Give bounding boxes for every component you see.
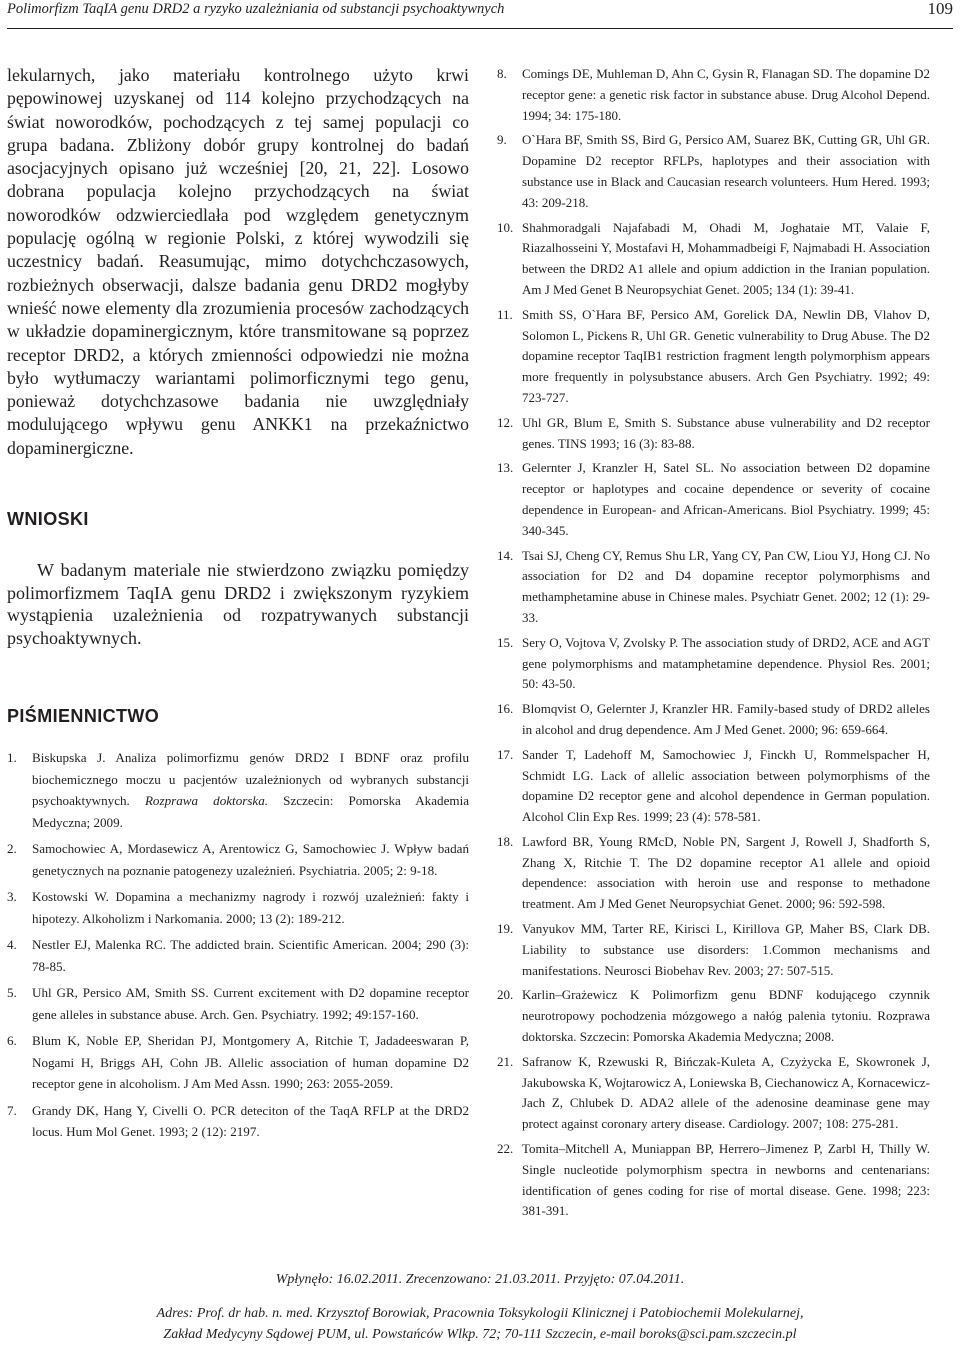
reference-text: Nestler EJ, Malenka RC. The addicted brain. Scientific American. 2004; 290 (3): 78-85. — [32, 937, 469, 974]
reference-number: 19. — [497, 921, 514, 937]
reference-number: 6. — [7, 1033, 17, 1049]
reference-number: 12. — [497, 414, 514, 430]
reference-text: Karlin–Grażewicz K Polimorfizm genu BDNF kodującego czynnik neurotropowy pochodzenia mózgowego a nałóg palenia tytoniu. Rozprawa doktorska. Szczecin: Pomorska Akademia Medyczna; 2008. — [522, 987, 930, 1045]
reference-number: 13. — [497, 460, 514, 476]
reference-text: Blomqvist O, Gelernter J, Kranzler HR. Family-based study of DRD2 alleles in alcohol and drug dependence. Am J Med Genet. 2000; 96: 659-664. — [522, 701, 930, 737]
reference-item — [497, 305, 930, 409]
address-line: Zakład Medycyny Sądowej PUM, ul. Powstańców Wlkp. 72; 70-111 Szczecin, e-mail boroks@sci.pam.szczecin.pl — [163, 1327, 797, 1342]
reference-item — [7, 886, 469, 929]
reference-number: 16. — [497, 701, 514, 717]
reference-text: Samochowiec A, Mordasewicz A, Arentowicz G, Samochowiec J. Wpływ badań genetycznych na poznanie patogenezy uzależnień. Psychiatria. 2005; 2: 9-18. — [32, 841, 469, 878]
reference-text: Blum K, Noble EP, Sheridan PJ, Montgomery A, Ritchie T, Jadadeeswaran P, Nogami H, Briggs AH, Cohn JB. Allelic association of human dopamine D2 receptor gene in alcoholism. J Am Med Assn. 1990; 263: 2055-2059. — [32, 1033, 469, 1092]
running-head: Polimorfizm TaqIA genu DRD2 a ryzyko uzależniania od substancji psychoaktywnych — [7, 1, 505, 17]
reference-item — [7, 1030, 469, 1095]
reference-number: 7. — [7, 1102, 17, 1118]
reference-text: Safranow K, Rzewuski R, Bińczak-Kuleta A, Czyżycka E, Skowronek J, Jakubowska K, Wojtarowicz A, Loniewska B, Ciechanowicz A, Kornacewicz-Jach Z, Chlubek D. ADA2 allele of the adenosine deaminase gene may protect against coronary artery disease. Cardiology. 2007; 108: 275-281. — [522, 1053, 930, 1132]
reference-number: 20. — [497, 987, 514, 1003]
reference-number: 3. — [7, 889, 17, 905]
reference-text: Lawford BR, Young RMcD, Noble PN, Sargent J, Rowell J, Shadforth S, Zhang X, Ritchie T. The D2 dopamine receptor A1 allele and opioid dependence: association with heroin use and response to methadone treatment. Am J Med Genet Neuropsychiat Genet. 2000; 96: 592-598. — [522, 833, 930, 912]
reference-text: Smith SS, O`Hara BF, Persico AM, Gorelick DA, Newlin DB, Vlahov D, Solomon L, Pickens R, Uhl GR. Genetic vulnerability to Drug Abuse. The D2 dopamine receptor TaqIB1 restriction fragment length polymorphism appears more frequently in polysubstance abusers. Arch Gen Psychiatry. 1992; 49: 723-727. — [522, 306, 930, 405]
reference-item — [497, 699, 930, 741]
reference-item — [497, 985, 930, 1047]
reference-item — [7, 934, 469, 977]
reference-item — [497, 633, 930, 695]
reference-text: Sander T, Ladehoff M, Samochowiec J, Finckh U, Rommelspacher H, Schmidt LG. Lack of allelic association between polymorphisms of the dopamine D2 receptor gene and alcohol dependence in German population. Alcohol Clin Exp Res. 1999; 23 (4): 578-581. — [522, 746, 930, 825]
reference-list-left — [7, 747, 469, 1143]
reference-item — [7, 747, 469, 833]
author-address — [0, 1303, 960, 1345]
reference-text: Vanyukov MM, Tarter RE, Kirisci L, Kirillova GP, Maher BS, Clark DB. Liability to substance use disorders: 1.Common mechanisms and manifestations. Neurosci Biobehav Rev. 2003; 27: 507-515. — [522, 921, 930, 978]
conclusions-heading: WNIOSKI — [7, 509, 89, 530]
reference-number: 5. — [7, 985, 17, 1001]
reference-item — [497, 218, 930, 301]
reference-number: 14. — [497, 547, 514, 563]
reference-text: Uhl GR, Persico AM, Smith SS. Current excitement with D2 dopamine receptor gene alleles in substance abuse. Arch. Gen. Psychiatry. 1992; 49:157-160. — [32, 985, 469, 1022]
reference-number: 2. — [7, 841, 17, 857]
reference-text: Tomita–Mitchell A, Muniappan BP, Herrero–Jimenez P, Zarbl H, Thilly W. Single nucleotide polymorphism spectra in newborns and centenarians: identification of genes coding for rise of mortal disease. Gene. 1998; 223: 381-391. — [522, 1141, 930, 1219]
reference-number: 4. — [7, 937, 17, 953]
reference-item — [497, 919, 930, 981]
page-number: 109 — [927, 0, 953, 18]
reference-number: 15. — [497, 634, 514, 650]
reference-text: Uhl GR, Blum E, Smith S. Substance abuse vulnerability and D2 receptor genes. TINS 1993; 16 (3): 83-88. — [522, 414, 930, 451]
references-heading: PIŚMIENNICTWO — [7, 706, 160, 727]
reference-text: Biskupska J. Analiza polimorfizmu genów DRD2 I BDNF oraz profilu biochemicznego moczu u pacjentów uzależnionych od wybranych substancji psychoaktywnych. — [32, 750, 469, 809]
body-paragraph: lekularnych, jako materiału kontrolnego użyto krwi pępowinowej uzyskanej od 114 kolejno przychodzących na świat noworodków, pochodzących z tej samej populacji co grupa badana. Zbliżony dobór grupy kontrolnej do badań asocjacyjnych opisano już wcześniej [20, 21, 22]. Losowo dobrana populacja kolejno przychodzących na świat noworodków odzwierciedlała pod względem genetycznym populację ogólną w regionie Polski, z której wywodzili się uczestnicy badań. Reasumując, mimo dotychchczasowych, rozbieżnych obserwacji, dalsze badania genu DRD2 mogłyby wnieść nowe elementy dla zrozumienia procesów zachodzących w układzie dopaminergicznym, które transmitowane są poprzez receptor DRD2, a których zmienności odpowiedzi nie można było wytłumaczy wariantami polimorficznymi tego genu, ponieważ dotychchzasowe badania nie uwzględniały modulującego wpływu genu ANKK1 na przekaźnictwo dopaminergiczne. — [7, 65, 469, 458]
reference-text: Tsai SJ, Cheng CY, Remus Shu LR, Yang CY, Pan CW, Liou YJ, Hong CJ. No association for D2 and D4 dopamine receptor polymorphisms and methamphetamine abuse in Chinese males. Psychiatr Genet. 2002; 12 (1): 29-33. — [522, 547, 930, 625]
right-column — [497, 64, 930, 1226]
reference-text: Shahmoradgali Najafabadi M, Ohadi M, Joghataie MT, Valaie F, Riazalhosseini Y, Mostafavi H, Mohammadbeigi F, Najmabadi H. Association between the DRD2 A1 allele and opium addiction in the Iranian population. Am J Med Genet B Neuropsychiat Genet. 2005; 134 (1): 39-41. — [522, 219, 930, 297]
reference-item — [497, 1139, 930, 1222]
header-rule — [7, 28, 953, 29]
reference-number: 9. — [497, 132, 507, 148]
reference-item — [497, 1052, 930, 1135]
reference-item — [497, 64, 930, 126]
left-column — [7, 64, 469, 1148]
reference-text: O`Hara BF, Smith SS, Bird G, Persico AM, Suarez BK, Cutting GR, Uhl GR. Dopamine D2 receptor RFLPs, haplotypes and their association with substance use in Black and Caucasian research volunteers. Hum Hered. 1993; 43: 209-218. — [522, 132, 930, 210]
reference-item — [497, 546, 930, 629]
reference-item — [7, 838, 469, 881]
reference-item — [7, 982, 469, 1025]
reference-number: 18. — [497, 833, 514, 849]
reference-number: 21. — [497, 1053, 514, 1069]
reference-text-italic: Rozprawa doktorska. — [144, 793, 269, 809]
reference-item — [497, 130, 930, 213]
reference-list-right — [497, 64, 930, 1222]
reference-text: Gelernter J, Kranzler H, Satel SL. No association between D2 dopamine receptor or haplotypes and cocaine dependence or severity of cocaine dependence in European- and African-Americans. Biol Psychiatry. 1999; 45: 340-345. — [522, 460, 930, 538]
reference-text: Grandy DK, Hang Y, Civelli O. PCR deteciton of the TaqA RFLP at the DRD2 locus. Hum Mol Genet. 1993; 2 (12): 2197. — [32, 1102, 469, 1140]
reference-number: 10. — [497, 219, 514, 235]
received-dates: Wpłynęło: 16.02.2011. Zrecenzowano: 21.03.2011. Przyjęto: 07.04.2011. — [275, 1272, 685, 1287]
reference-item — [497, 832, 930, 915]
conclusions-text: W badanym materiale nie stwierdzono związku pomiędzy polimorfizmem TaqIA genu DRD2 i zwiększonym ryzykiem wystąpienia uzależnienia od rozpatrywanych substancji psychoaktywnych. — [7, 560, 469, 648]
reference-text: Sery O, Vojtova V, Zvolsky P. The association study of DRD2, ACE and AGT gene polymorphisms and matamphetamine dependence. Physiol Res. 2001; 50: 43-50. — [522, 634, 930, 692]
reference-number: 17. — [497, 746, 514, 762]
reference-number: 11. — [497, 306, 513, 322]
address-line: Adres: Prof. dr hab. n. med. Krzysztof Borowiak, Pracownia Toksykologii Klinicznej i Patobiochemii Molekularnej, — [156, 1306, 804, 1321]
reference-text: Kostowski W. Dopamina a mechanizmy nagrody i rozwój uzależnień: fakty i hipotezy. Alkoholizm i Narkomania. 2000; 13 (2): 189-212. — [32, 889, 469, 926]
reference-number: 1. — [7, 750, 17, 766]
reference-item — [7, 1100, 469, 1143]
reference-item — [497, 413, 930, 455]
reference-text: Comings DE, Muhleman D, Ahn C, Gysin R, Flanagan SD. The dopamine D2 receptor gene: a genetic risk factor in substance abuse. Drug Alcohol Depend. 1994; 34: 175-180. — [522, 66, 930, 123]
reference-item — [497, 745, 930, 828]
reference-number: 8. — [497, 66, 507, 81]
reference-item — [497, 458, 930, 541]
reference-text: Szczecin: Pomorska Akademia Medyczna; 2009. — [32, 793, 470, 830]
reference-number: 22. — [497, 1141, 514, 1157]
